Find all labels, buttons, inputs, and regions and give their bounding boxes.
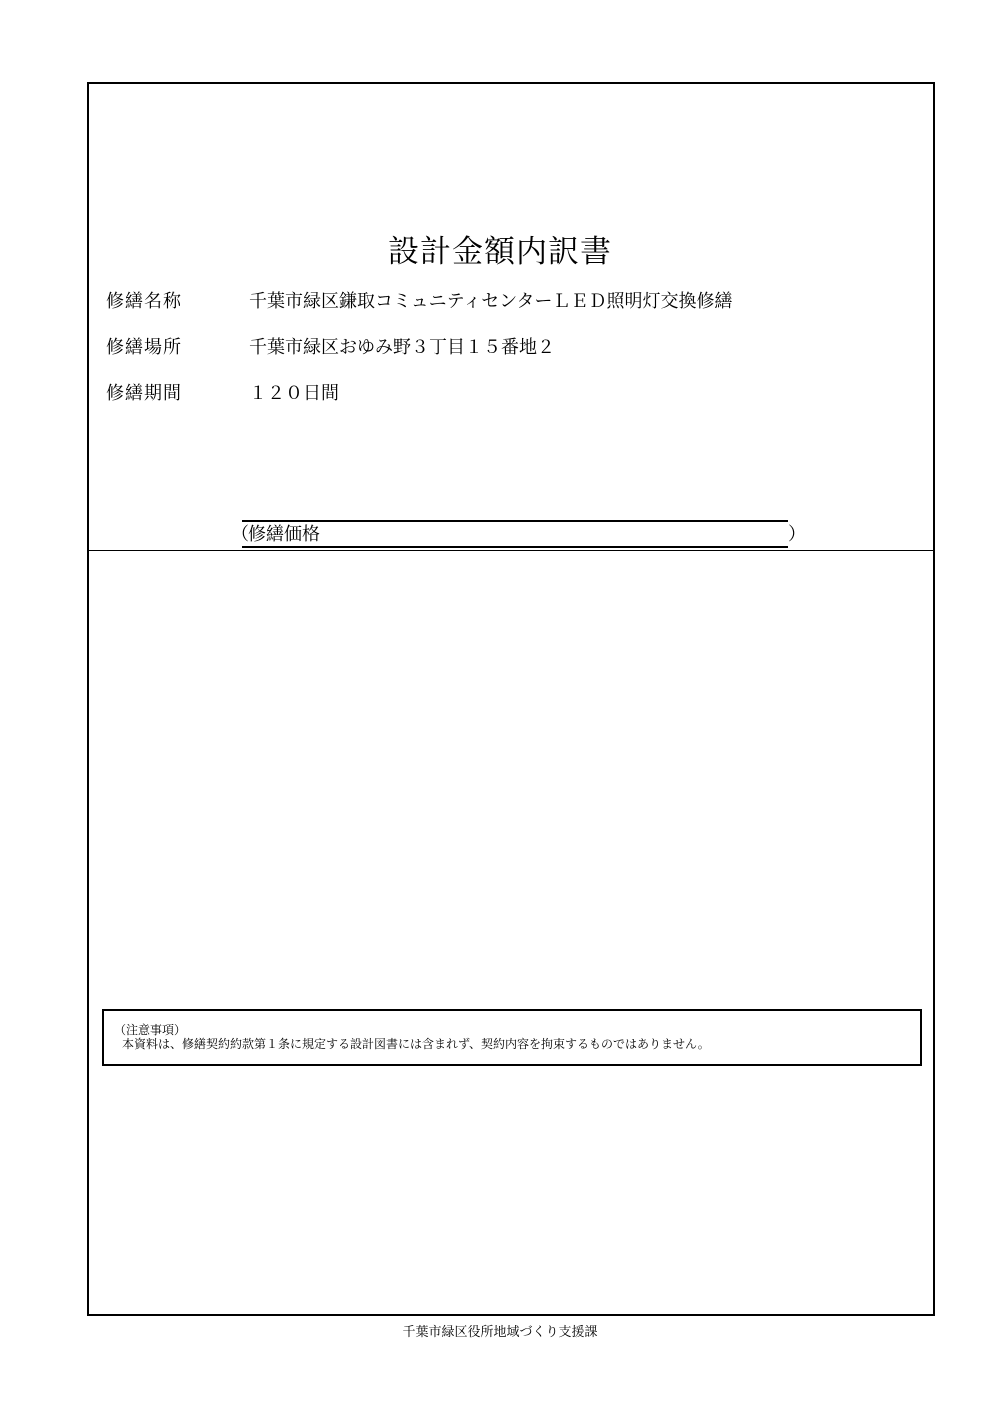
field-label: 修繕名称: [106, 291, 182, 312]
notes-box: [102, 1009, 922, 1066]
field-label: 修繕場所: [106, 337, 182, 358]
section-divider: [87, 550, 935, 551]
footer-department: 千葉市緑区役所地域づくり支援課: [402, 1325, 598, 1340]
field-label: 修繕期間: [106, 383, 182, 404]
document-title: 設計金額内訳書: [388, 234, 612, 270]
field-value: １２０日間: [249, 383, 339, 404]
field-value: 千葉市緑区鎌取コミュニティセンターＬＥＤ照明灯交換修繕: [249, 291, 733, 312]
notes-heading: （注意事項）: [114, 1023, 187, 1037]
field-value: 千葉市緑区おゆみ野３丁目１５番地２: [249, 337, 555, 358]
price-close-paren: ）: [788, 524, 806, 545]
price-open-paren: （: [231, 524, 249, 545]
repair-price-label: 修繕価格: [248, 524, 320, 545]
notes-body: 本資料は、修繕契約約款第１条に規定する設計図書には含まれず、契約内容を拘束するものではありません。: [122, 1037, 710, 1051]
repair-price-box: [242, 520, 788, 548]
